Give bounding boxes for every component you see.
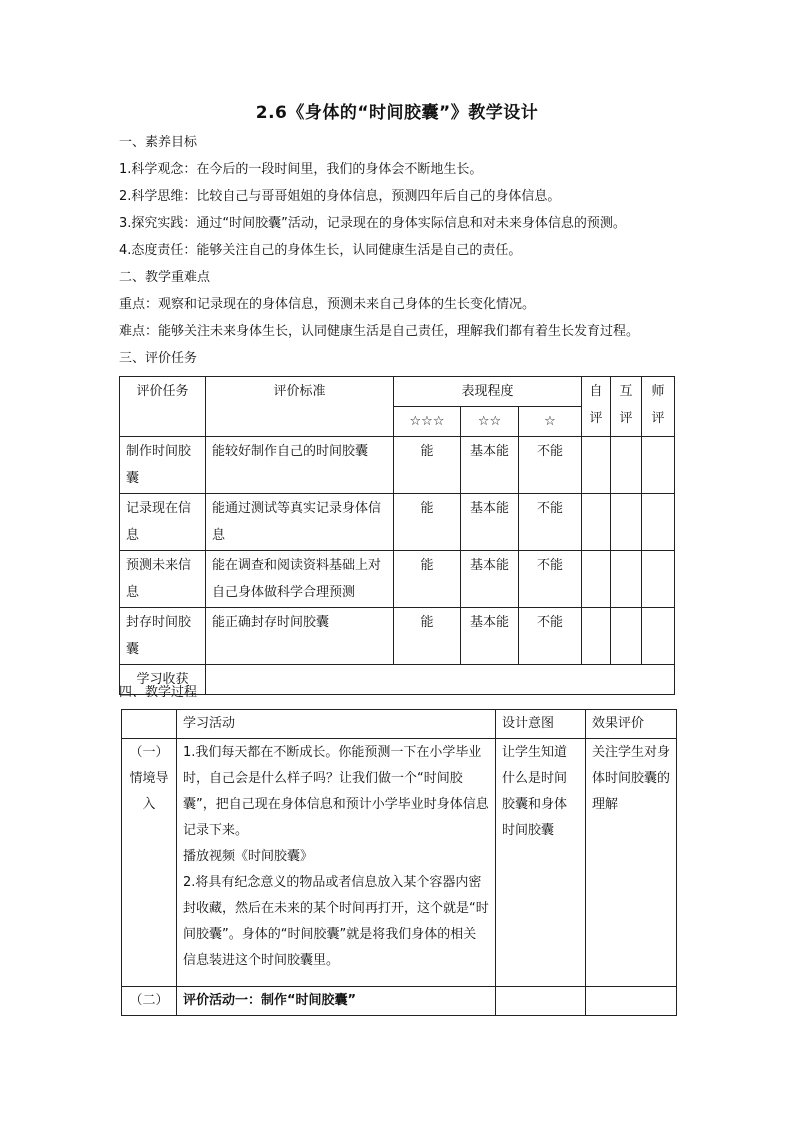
process-table [121, 709, 677, 1016]
level1-cell: 不能 [519, 437, 582, 494]
section-heading-goals: 一、素养目标 [119, 135, 198, 150]
goal-item: 1.科学观念：在今后的一段时间里，我们的身体会不断地生长。 [119, 162, 483, 177]
section-heading-eval: 三、评价任务 [119, 351, 198, 366]
goal-item: 4.态度责任：能够关注自己的身体生长，认同健康生活是自己的责任。 [119, 243, 522, 258]
table-row [120, 608, 675, 665]
level3-cell: 能 [394, 608, 461, 665]
activity-paragraph: 1.我们每天都在不断成长。你能预测一下在小学毕业时，自己会是什么样子吗？让我们做一个“时间胶囊”，把自己现在身体信息和预计小学毕业时身体信息记录下来。 [183, 745, 489, 838]
activity-cell [177, 739, 496, 987]
header-self [582, 377, 611, 437]
header-standard: 评价标准 [206, 377, 394, 437]
table-row [120, 437, 675, 494]
effect-cell: 关注学生对身体时间胶囊的理解 [586, 739, 677, 987]
level2-cell: 基本能 [461, 551, 519, 608]
self-eval-cell[interactable] [582, 494, 611, 551]
standard-cell: 能在调查和阅读资料基础上对自己身体做科学合理预测 [206, 551, 394, 608]
peer-eval-cell[interactable] [611, 437, 642, 494]
harvest-label: 学习收获 [120, 665, 206, 695]
task-cell: 记录现在信息 [120, 494, 206, 551]
task-cell: 制作时间胶囊 [120, 437, 206, 494]
standard-cell: 能较好制作自己的时间胶囊 [206, 437, 394, 494]
header-self-text: 自评 [589, 384, 603, 426]
section-heading-process: 四、教学过程 [119, 685, 198, 700]
header-intent: 设计意图 [496, 710, 586, 739]
header-activity: 学习活动 [177, 710, 496, 739]
section-heading-keypoints: 二、教学重难点 [119, 270, 211, 285]
level2-cell: 基本能 [461, 437, 519, 494]
teacher-eval-cell[interactable] [642, 608, 675, 665]
activity-paragraph: 播放视频《时间胶囊》 [183, 849, 314, 864]
teacher-eval-cell[interactable] [642, 551, 675, 608]
level2-cell: 基本能 [461, 608, 519, 665]
header-peer [611, 377, 642, 437]
task-cell: 封存时间胶囊 [120, 608, 206, 665]
header-stage [122, 710, 177, 739]
activity-paragraph: 2.将具有纪念意义的物品或者信息放入某个容器内密封收藏，然后在未来的某个时间再打开，这个就是“时间胶囊”。身体的“时间胶囊”就是将我们身体的相关信息装进这个时间胶囊里。 [183, 875, 489, 968]
table-row [120, 494, 675, 551]
header-peer-text: 互评 [619, 384, 633, 426]
goal-item: 2.科学思维：比较自己与哥哥姐姐的身体信息，预测四年后自己的身体信息。 [119, 189, 561, 204]
header-performance: 表现程度 [394, 377, 582, 407]
level1-cell: 不能 [519, 551, 582, 608]
task-cell: 预测未来信息 [120, 551, 206, 608]
self-eval-cell[interactable] [582, 551, 611, 608]
teacher-eval-cell[interactable] [642, 494, 675, 551]
header-effect: 效果评价 [586, 710, 677, 739]
activity-cell: 评价活动一：制作“时间胶囊” [177, 987, 496, 1016]
standard-cell: 能正确封存时间胶囊 [206, 608, 394, 665]
key-point: 重点：观察和记录现在的身体信息，预测未来自己身体的生长变化情况。 [119, 297, 536, 312]
header-teacher-text: 师评 [651, 384, 665, 426]
intent-cell [496, 987, 586, 1016]
level1-cell: 不能 [519, 608, 582, 665]
intent-cell: 让学生知道什么是时间胶囊和身体时间胶囊 [496, 739, 586, 987]
standard-cell: 能通过测试等真实记录身体信息 [206, 494, 394, 551]
evaluation-table [119, 376, 675, 695]
teacher-eval-cell[interactable] [642, 437, 675, 494]
peer-eval-cell[interactable] [611, 608, 642, 665]
difficult-point: 难点：能够关注未来身体生长，认同健康生活是自己责任，理解我们都有着生长发育过程。 [119, 324, 640, 339]
level2-cell: 基本能 [461, 494, 519, 551]
table-row [122, 987, 677, 1016]
level1-cell: 不能 [519, 494, 582, 551]
level3-cell: 能 [394, 437, 461, 494]
header-task: 评价任务 [120, 377, 206, 437]
peer-eval-cell[interactable] [611, 551, 642, 608]
header-teacher [642, 377, 675, 437]
header-stars2: ☆☆ [461, 407, 519, 437]
level3-cell: 能 [394, 551, 461, 608]
header-stars3: ☆☆☆ [394, 407, 461, 437]
harvest-cell[interactable] [206, 665, 675, 695]
table-row [122, 739, 677, 987]
stage-cell: （一）情境导入 [122, 739, 177, 987]
effect-cell [586, 987, 677, 1016]
goal-item: 3.探究实践：通过“时间胶囊”活动，记录现在的身体实际信息和对未来身体信息的预测。 [119, 216, 626, 231]
stage-cell: （二） [122, 987, 177, 1016]
self-eval-cell[interactable] [582, 608, 611, 665]
header-stars1: ☆ [519, 407, 582, 437]
peer-eval-cell[interactable] [611, 494, 642, 551]
document-title: 2.6《身体的“时间胶囊”》教学设计 [255, 103, 539, 123]
self-eval-cell[interactable] [582, 437, 611, 494]
level3-cell: 能 [394, 494, 461, 551]
table-row [120, 665, 675, 695]
table-row [120, 551, 675, 608]
